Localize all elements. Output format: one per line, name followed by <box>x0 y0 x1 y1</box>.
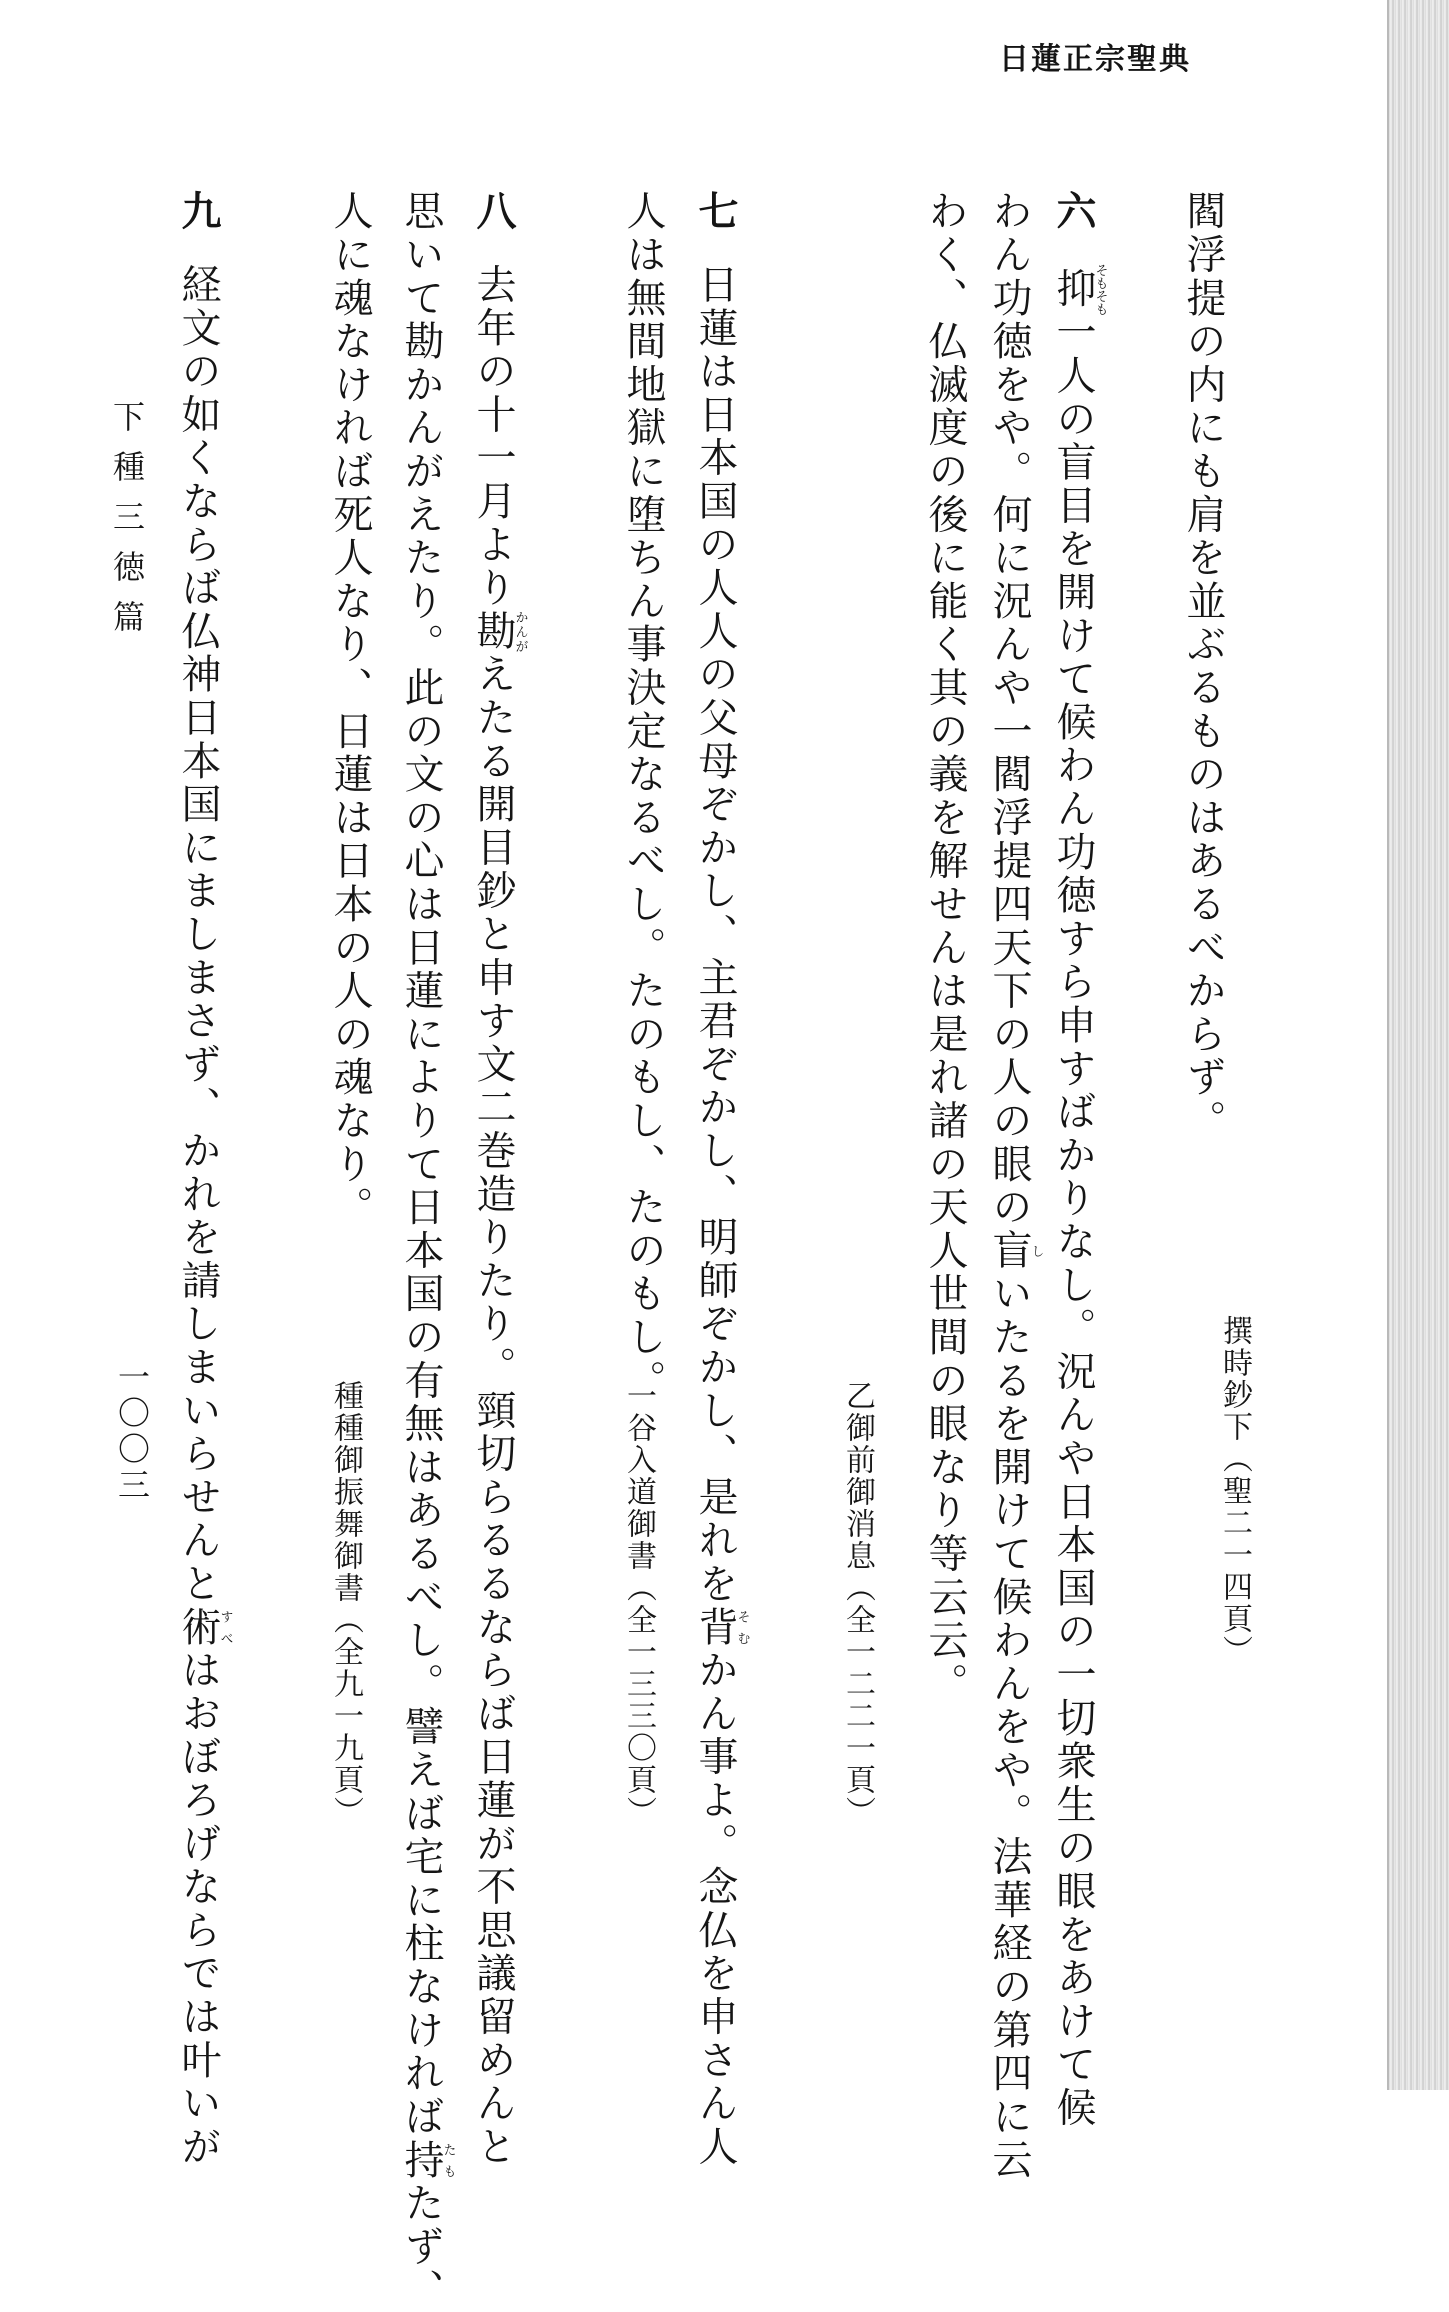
text-column: わく、仏滅度の後に能く其の義を解せんは是れ諸の天人世間の眼なり等云云。 <box>922 190 968 1706</box>
text-column: わん功徳をや。何に況んや一閻浮提四天下の人の眼の盲しいたるを開けて候わんをや。法華経の第四に云 <box>986 190 1044 2182</box>
furigana: 背そむ <box>692 1605 750 1649</box>
source-citation: 乙御前御消息（全一二二一頁） <box>840 1380 875 1828</box>
item-number: 九 <box>175 190 221 234</box>
text-column <box>1050 190 1108 2130</box>
section-name: 下種三徳篇 <box>108 400 146 650</box>
text-column: 人に魂なければ死人なり、日蓮は日本の人の魂なり。 <box>327 190 373 1230</box>
text-column: 人は無間地獄に堕ちん事決定なるべし。たのもし、たのもし。 <box>620 190 666 1403</box>
column-body: 経文の如くならば仏神日本国にましまさず、かれを請しまいらせんと術すべはおぼろげならでは叶いが <box>175 263 233 2169</box>
furigana: 勘かんが <box>470 609 528 654</box>
item-number: 七 <box>692 190 738 234</box>
text-column <box>470 190 528 2169</box>
text-column <box>175 190 233 2169</box>
column-body: 抑そもそも一人の盲目を開けて候わん功徳すら申すばかりなし。況んや日本国の一切衆生の眼をあけて候 <box>1050 263 1108 2130</box>
page-number: 一〇〇三 <box>113 1360 151 1504</box>
furigana: 術すべ <box>175 1605 233 1649</box>
source-citation: 一谷入道御書（全一三三〇頁） <box>621 1380 656 1828</box>
text-column: 閻浮提の内にも肩を並ぶるものはあるべからず。 <box>1180 190 1226 1143</box>
book-title: 日蓮正宗聖典 <box>999 42 1191 77</box>
text-column <box>692 190 750 2169</box>
furigana: 盲し <box>986 1229 1044 1273</box>
item-number: 八 <box>470 190 516 234</box>
furigana: 持たも <box>398 2138 456 2182</box>
source-citation: 種種御振舞御書（全九一九頁） <box>328 1380 363 1828</box>
page-edge <box>1387 0 1449 2090</box>
item-number: 六 <box>1050 190 1096 234</box>
column-body: 日蓮は日本国の人人の父母ぞかし、主君ぞかし、明師ぞかし、是れを背そむかん事よ。念仏を申さん人 <box>692 263 750 2169</box>
furigana: 抑そもそも <box>1050 263 1108 316</box>
text-column: 思いて勘かんがえたり。此の文の心は日蓮によりて日本国の有無はあるべし。譬えば宅に柱なければ持たもたず、 <box>398 190 456 2312</box>
source-citation: 撰時鈔下（聖二一四頁） <box>1217 1315 1252 1667</box>
column-body: 去年の十一月より勘かんがえたる開目鈔と申す文二巻造りたり。頸切らるるならば日蓮が不思議留めんと <box>470 263 528 2169</box>
